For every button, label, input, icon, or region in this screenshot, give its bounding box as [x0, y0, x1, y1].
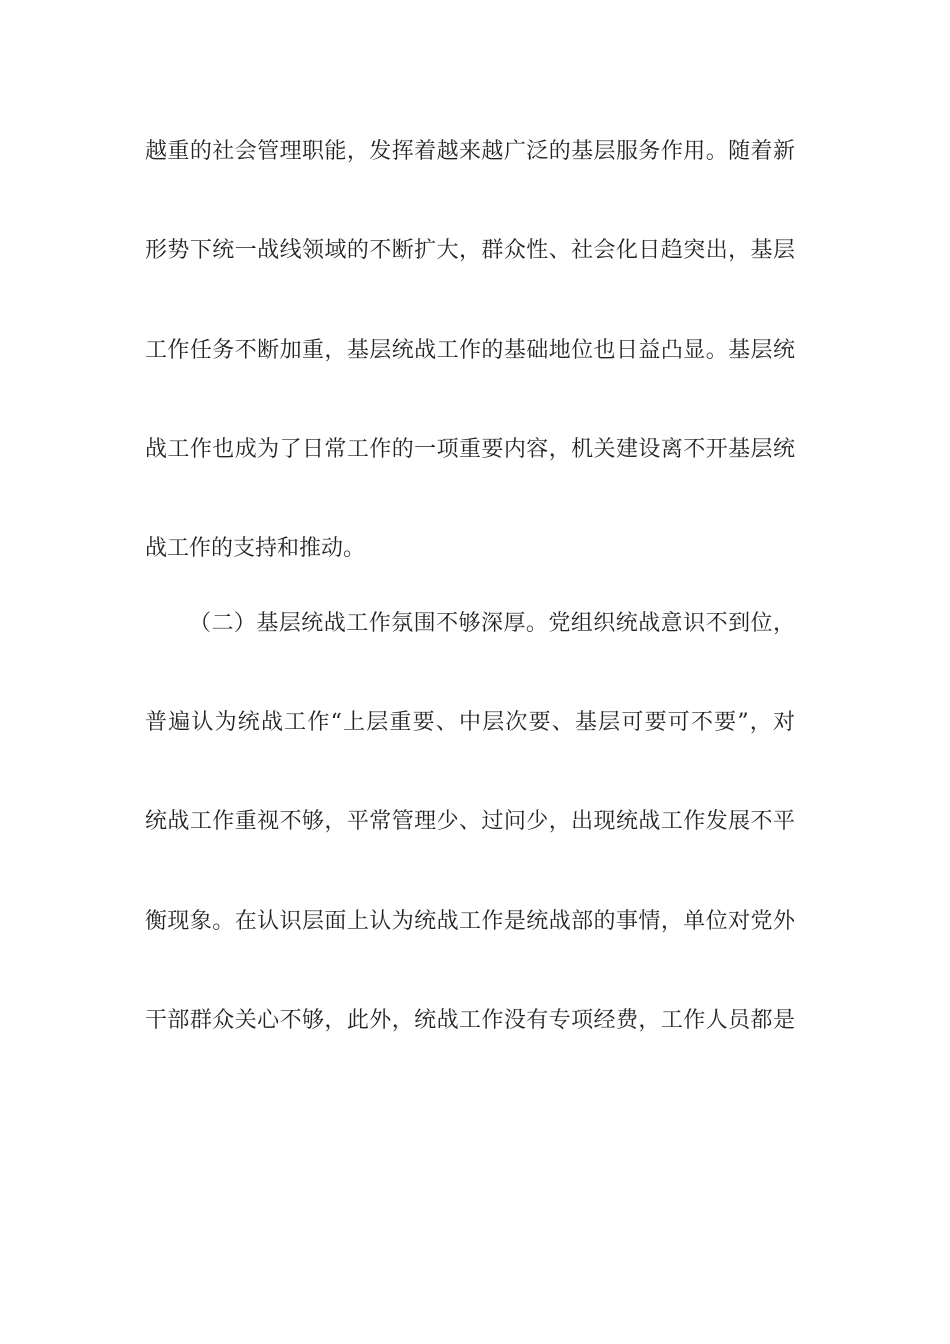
- text-line: 衡现象。在认识层面上认为统战工作是统战部的事情，单位对党外: [145, 909, 795, 934]
- text-line: 越重的社会管理职能，发挥着越来越广泛的基层服务作用。随着新: [145, 139, 795, 164]
- text-line: 形势下统一战线领域的不断扩大，群众性、社会化日趋突出，基层: [145, 238, 795, 263]
- text-line: 工作任务不断加重，基层统战工作的基础地位也日益凸显。基层统: [145, 338, 795, 363]
- text-line: 战工作的支持和推动。: [145, 536, 366, 561]
- section-heading-line: （二）基层统战工作氛围不够深厚。党组织统战意识不到位，: [189, 611, 795, 636]
- text-line: 普遍认为统战工作“上层重要、中层次要、基层可要可不要”，对: [145, 710, 795, 735]
- text-line: 统战工作重视不够，平常管理少、过问少，出现统战工作发展不平: [145, 809, 795, 834]
- text-line: 战工作也成为了日常工作的一项重要内容，机关建设离不开基层统: [145, 437, 795, 462]
- text-line: 干部群众关心不够，此外，统战工作没有专项经费，工作人员都是: [145, 1008, 795, 1033]
